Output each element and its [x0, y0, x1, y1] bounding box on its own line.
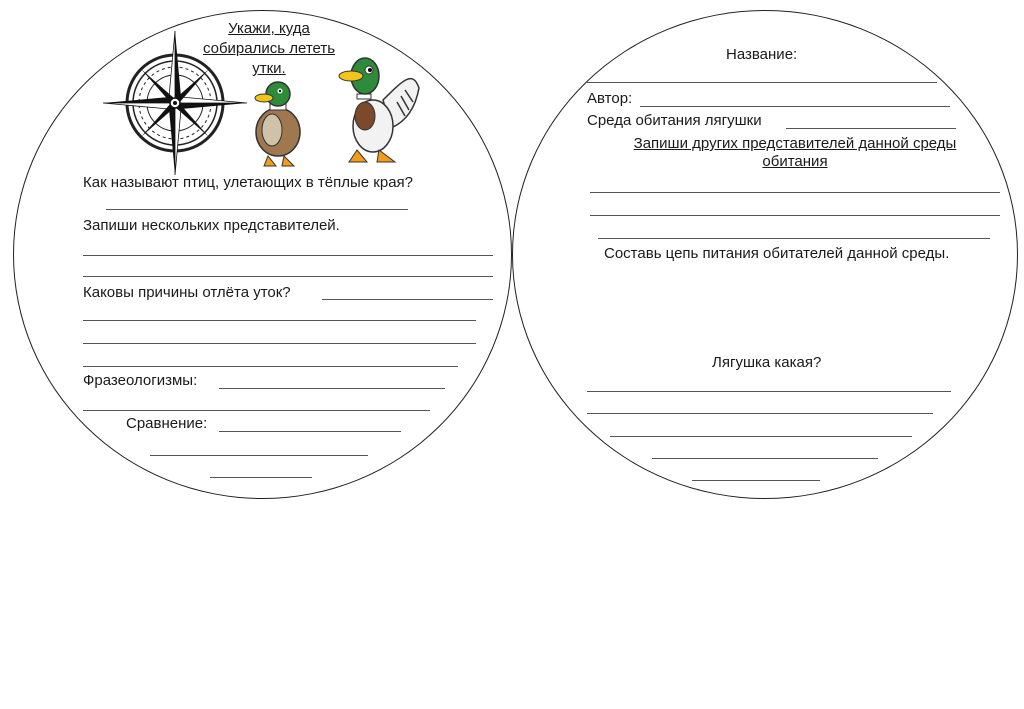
answer-line[interactable]	[83, 276, 493, 277]
field-author: Автор:	[587, 90, 633, 107]
answer-line[interactable]	[150, 455, 368, 456]
task-other-representatives	[600, 135, 990, 171]
answer-line[interactable]	[590, 215, 1000, 216]
duck-small-icon	[248, 80, 308, 170]
answer-line[interactable]	[587, 82, 937, 83]
compass-rose-icon	[100, 28, 250, 178]
question-migratory-birds: Как называют птиц, улетающих в тёплые края?	[83, 174, 413, 191]
left-title-line: Укажи, куда	[228, 20, 310, 37]
field-habitat: Среда обитания лягушки	[587, 112, 762, 129]
question-idioms: Фразеологизмы:	[83, 372, 198, 389]
question-migration-reasons: Каковы причины отлёта уток?	[83, 284, 291, 301]
left-title-line: собирались лететь	[202, 40, 336, 57]
question-representatives: Запиши нескольких представителей.	[83, 217, 340, 234]
answer-line[interactable]	[83, 410, 430, 411]
answer-line[interactable]	[652, 458, 878, 459]
answer-line[interactable]	[786, 128, 956, 129]
answer-line[interactable]	[587, 413, 933, 414]
question-frog: Лягушка какая?	[712, 354, 822, 371]
task-line: обитания	[762, 153, 828, 170]
answer-line[interactable]	[587, 391, 951, 392]
answer-line[interactable]	[322, 299, 493, 300]
answer-line[interactable]	[219, 431, 401, 432]
answer-line[interactable]	[610, 436, 912, 437]
task-food-chain: Составь цепь питания обитателей данной среды.	[604, 245, 950, 262]
duck-large-icon	[343, 50, 423, 165]
answer-line[interactable]	[640, 106, 950, 107]
answer-line[interactable]	[83, 343, 476, 344]
answer-line[interactable]	[83, 255, 493, 256]
answer-line[interactable]	[106, 209, 408, 210]
answer-line[interactable]	[692, 480, 820, 481]
answer-line[interactable]	[590, 192, 1000, 193]
left-title-line: утки.	[252, 60, 286, 77]
answer-line[interactable]	[598, 238, 990, 239]
task-line: Запиши других представителей данной среды	[633, 135, 957, 152]
answer-line[interactable]	[210, 477, 312, 478]
answer-line[interactable]	[219, 388, 445, 389]
question-comparison: Сравнение:	[126, 415, 208, 432]
answer-line[interactable]	[83, 320, 476, 321]
field-title: Название:	[726, 46, 798, 63]
answer-line[interactable]	[83, 366, 458, 367]
